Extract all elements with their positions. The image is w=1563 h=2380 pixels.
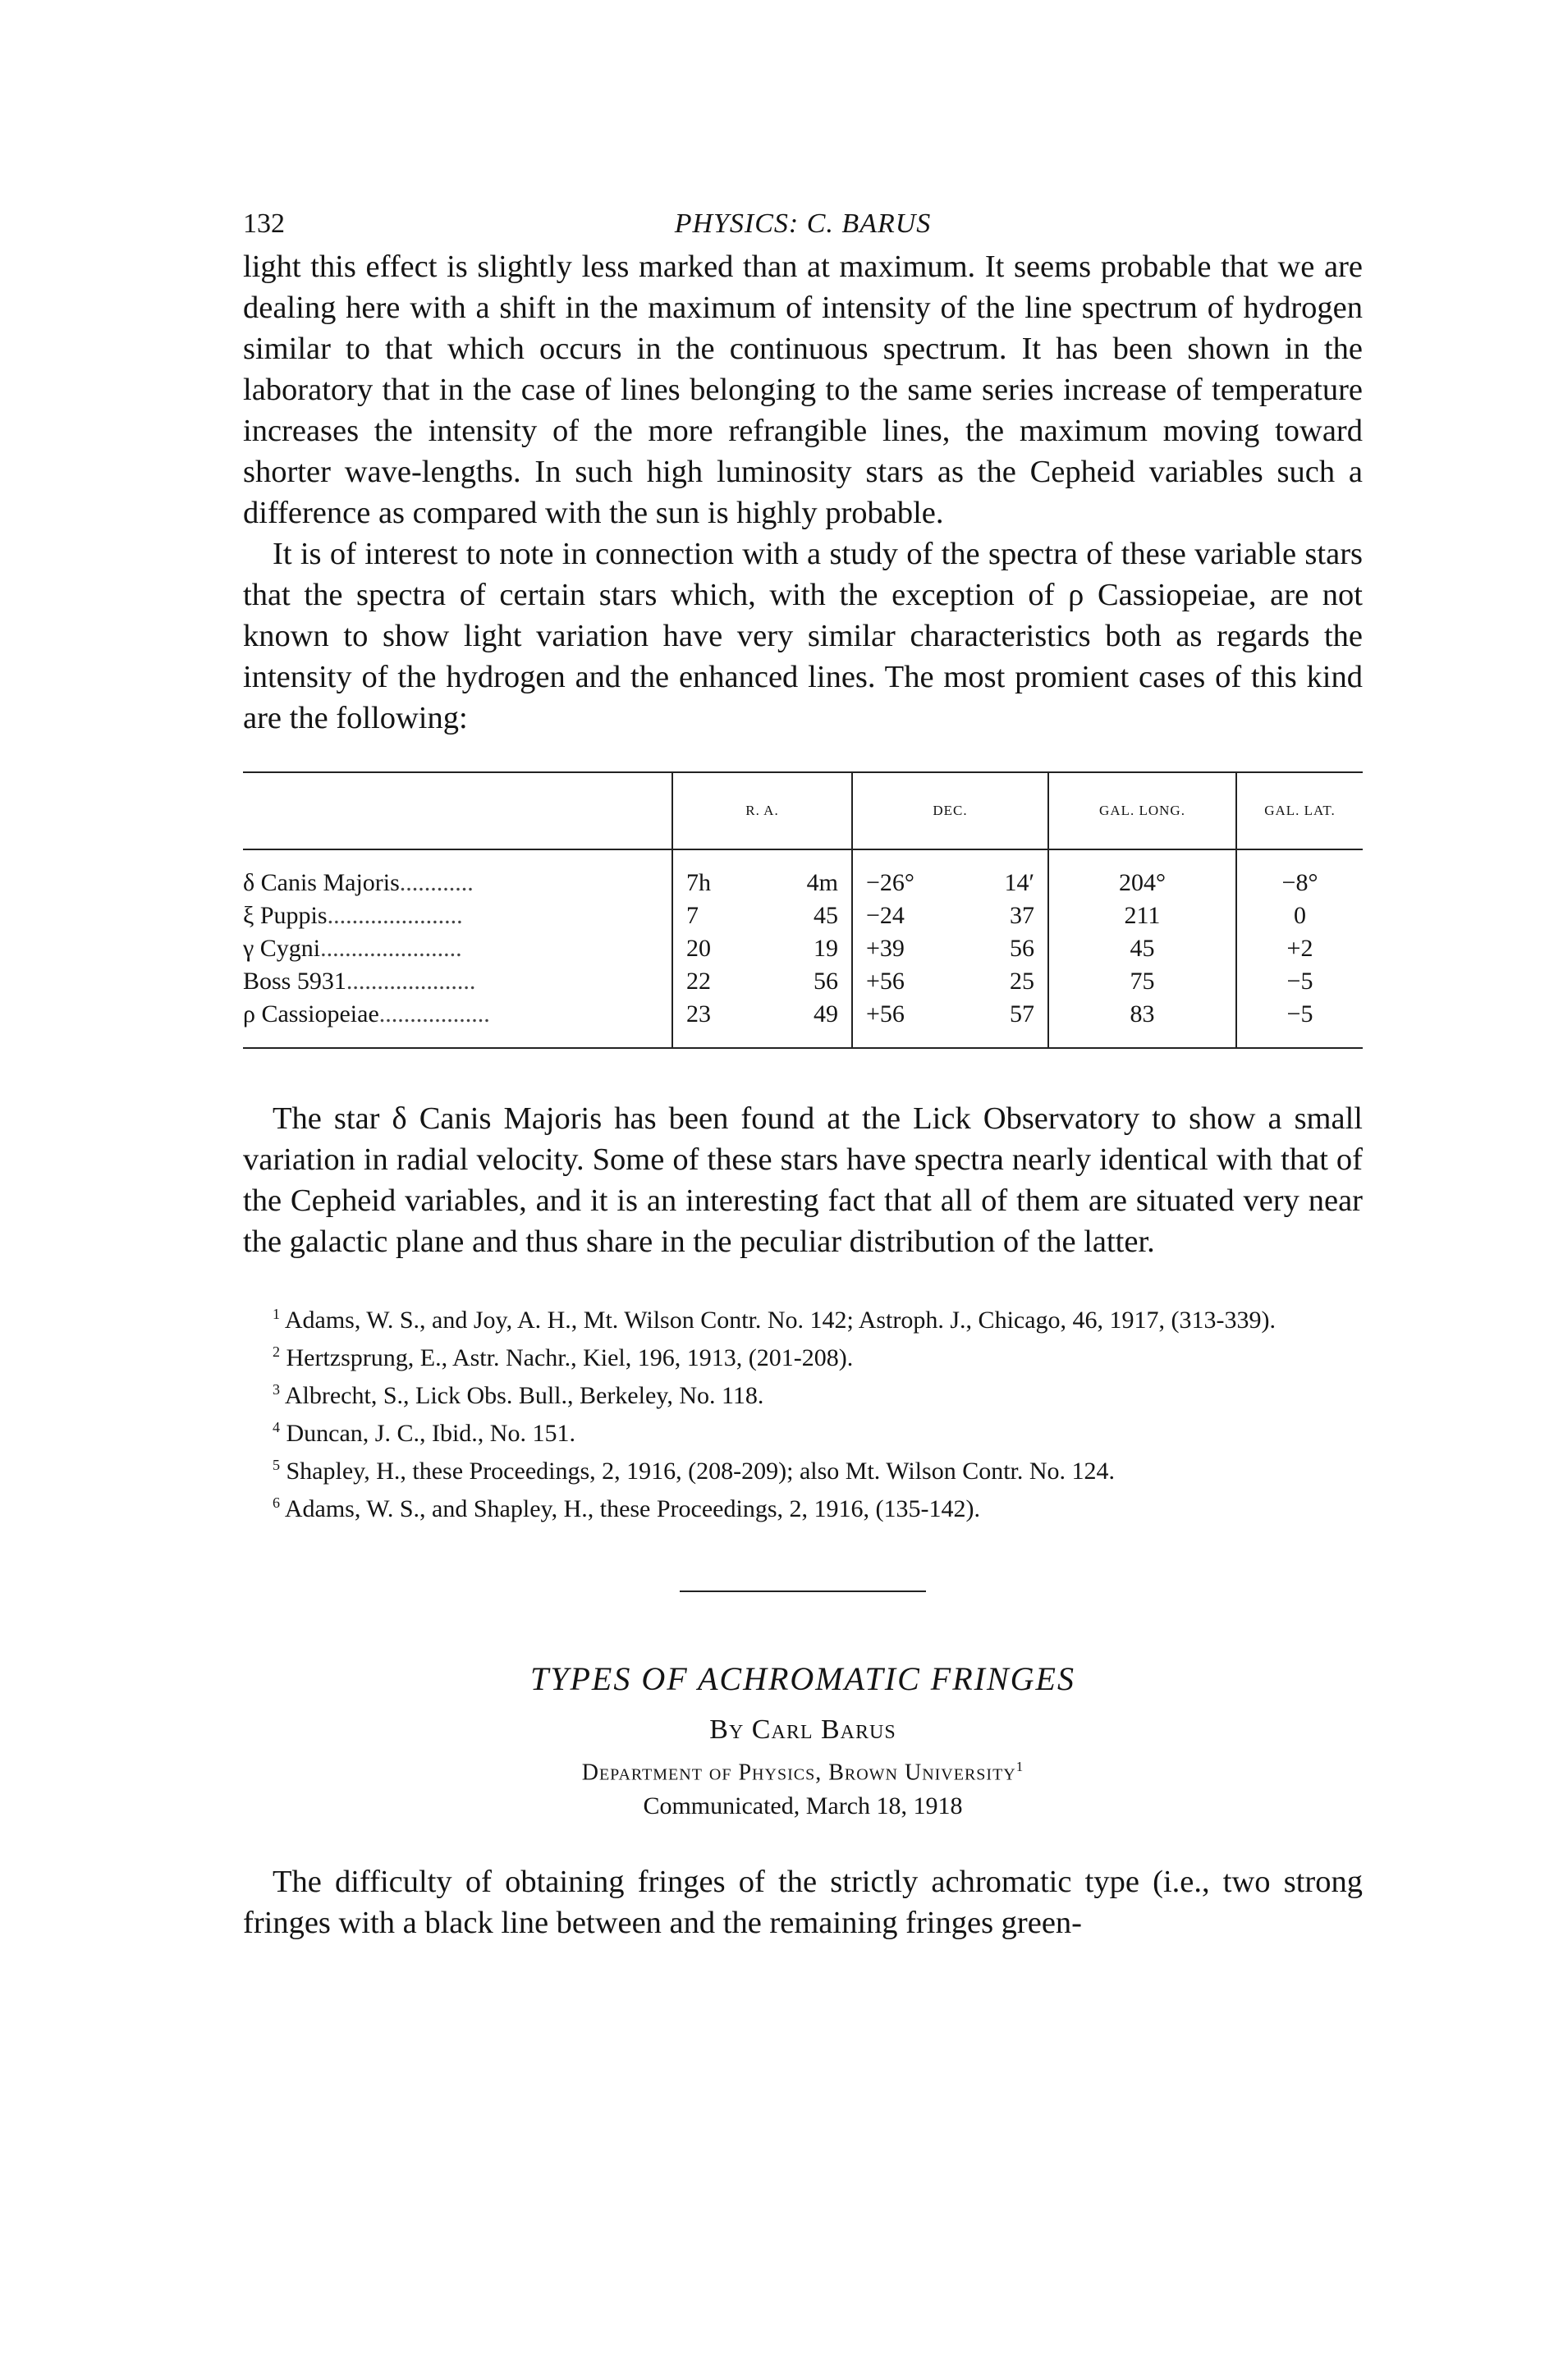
dec-minutes: 14′ <box>1004 869 1034 896</box>
footnote <box>243 1449 1363 1487</box>
gal-lat: −5 <box>1236 965 1363 998</box>
leader-dots: ...................... <box>327 902 463 929</box>
footnote-mark: 4 <box>273 1419 280 1435</box>
star-name: Boss 5931 <box>243 968 346 995</box>
table-row <box>243 849 1363 899</box>
section-divider <box>680 1590 926 1592</box>
dec-minutes: 56 <box>1010 935 1034 962</box>
footnote-mark: 1 <box>273 1306 280 1322</box>
page <box>243 197 1363 1943</box>
ra-hours: 23 <box>686 1000 711 1028</box>
table-header-row <box>243 772 1363 849</box>
article-intro: The difficulty of obtaining fringes of the strictly achromatic type (i.e., two strong fringes with a black line between and the remaining fringes green- <box>243 1865 1363 1941</box>
footnote-text: Shapley, H., these Proceedings, 2, 1916, (208-209); also Mt. Wilson Contr. No. 124. <box>286 1458 1116 1485</box>
gal-long: 211 <box>1048 899 1236 932</box>
footnote-mark: 6 <box>273 1494 280 1511</box>
star-name: γ Cygni <box>243 935 321 962</box>
dec-minutes: 25 <box>1010 968 1034 995</box>
footnote <box>243 1374 1363 1412</box>
header-dec: DEC. <box>852 772 1048 849</box>
dec-degrees: −24 <box>866 902 905 929</box>
leader-dots: ............ <box>399 869 474 896</box>
dec-degrees: +56 <box>866 1000 905 1028</box>
dec-minutes: 37 <box>1010 902 1034 929</box>
affiliation-mark: 1 <box>1015 1759 1024 1774</box>
ra-hours: 7 <box>686 902 699 929</box>
article-author: By Carl Barus <box>709 1714 896 1745</box>
gal-long: 75 <box>1048 965 1236 998</box>
ra-minutes: 45 <box>814 902 838 929</box>
dec-minutes: 57 <box>1010 1000 1034 1028</box>
header-gal-lat: GAL. LAT. <box>1236 772 1363 849</box>
star-name: ρ Cassiopeiae <box>243 1000 379 1028</box>
footnote <box>243 1336 1363 1374</box>
table-row <box>243 899 1363 932</box>
footnote-text: Adams, W. S., and Shapley, H., these Proceedings, 2, 1916, (135-142). <box>284 1495 980 1522</box>
footnote-text: Duncan, J. C., Ibid., No. 151. <box>286 1420 575 1447</box>
footnote-mark: 5 <box>273 1457 280 1473</box>
gal-lat: −5 <box>1236 998 1363 1048</box>
dec-degrees: −26° <box>866 869 914 896</box>
gal-long: 204° <box>1048 849 1236 899</box>
table-row <box>243 932 1363 965</box>
header-gal-long: GAL. LONG. <box>1048 772 1236 849</box>
star-name: ξ Puppis <box>243 902 328 929</box>
footnote-mark: 2 <box>273 1343 280 1360</box>
paragraph-1: light this effect is slightly less marked than at maximum. It seems probable that we are dealing here with a shift in the maximum of intensity of the line spectrum of hydrogen similar to that which occurs in the continuous spectrum. It has been shown in the laboratory that in the case of lines belonging to the same series increase of temperature increases the intensity of the more refrangible lines, the maximum moving toward shorter wave-lengths. In such high luminosity stars as the Cepheid variables such a difference as compared with the sun is highly probable. <box>243 249 1363 530</box>
footnote <box>243 1412 1363 1449</box>
gal-lat: +2 <box>1236 932 1363 965</box>
header-name <box>243 772 672 849</box>
header-ra: R. A. <box>672 772 852 849</box>
table-row <box>243 965 1363 998</box>
leader-dots: ..................... <box>346 968 476 995</box>
running-head: PHYSICS: C. BARUS <box>674 208 932 239</box>
ra-minutes: 56 <box>814 968 838 995</box>
ra-minutes: 49 <box>814 1000 838 1028</box>
gal-lat: 0 <box>1236 899 1363 932</box>
table-row <box>243 998 1363 1048</box>
star-table <box>243 771 1363 1049</box>
ra-hours: 7h <box>686 869 711 896</box>
article-title: TYPES OF ACHROMATIC FRINGES <box>530 1660 1075 1697</box>
dec-degrees: +56 <box>866 968 905 995</box>
footnote-text: Albrecht, S., Lick Obs. Bull., Berkeley, No. 118. <box>284 1382 764 1409</box>
paragraph-2: It is of interest to note in connection with a study of the spectra of these variable stars that the spectra of certain stars which, with the exception of ρ Cassiopeiae, are not known to show light variation have very similar characteristics both as regards the intensity of the hydrogen and the enhanced lines. The most promient cases of this kind are the following: <box>243 537 1363 735</box>
page-header <box>243 197 1363 246</box>
affiliation-text: Department of Physics, Brown University <box>581 1760 1016 1786</box>
leader-dots: ....................... <box>320 935 462 962</box>
ra-hours: 22 <box>686 968 711 995</box>
footnotes <box>243 1298 1363 1525</box>
gal-long: 45 <box>1048 932 1236 965</box>
gal-long: 83 <box>1048 998 1236 1048</box>
paragraph-3: The star δ Canis Majoris has been found at the Lick Observatory to show a small variation in radial velocity. Some of these stars have spectra nearly identical with that of the Cepheid variables, and it is an interesting fact that all of them are situated very near the galactic plane and thus share in the peculiar distribution of the latter. <box>243 1101 1363 1259</box>
ra-minutes: 4m <box>806 869 838 896</box>
leader-dots: .................. <box>378 1000 490 1028</box>
article-affiliation <box>243 1759 1363 1786</box>
dec-degrees: +39 <box>866 935 905 962</box>
star-name: δ Canis Majoris <box>243 869 400 896</box>
footnote <box>243 1298 1363 1336</box>
footnote-text: Adams, W. S., and Joy, A. H., Mt. Wilson Contr. No. 142; Astroph. J., Chicago, 46, 1917, (313-339). <box>284 1307 1277 1334</box>
footnote-mark: 3 <box>273 1381 280 1398</box>
footnote <box>243 1487 1363 1525</box>
page-number: 132 <box>243 208 285 239</box>
communicated-date: Communicated, March 18, 1918 <box>643 1792 963 1820</box>
ra-minutes: 19 <box>814 935 838 962</box>
gal-lat: −8° <box>1236 849 1363 899</box>
ra-hours: 20 <box>686 935 711 962</box>
footnote-text: Hertzsprung, E., Astr. Nachr., Kiel, 196, 1913, (201-208). <box>286 1344 854 1371</box>
